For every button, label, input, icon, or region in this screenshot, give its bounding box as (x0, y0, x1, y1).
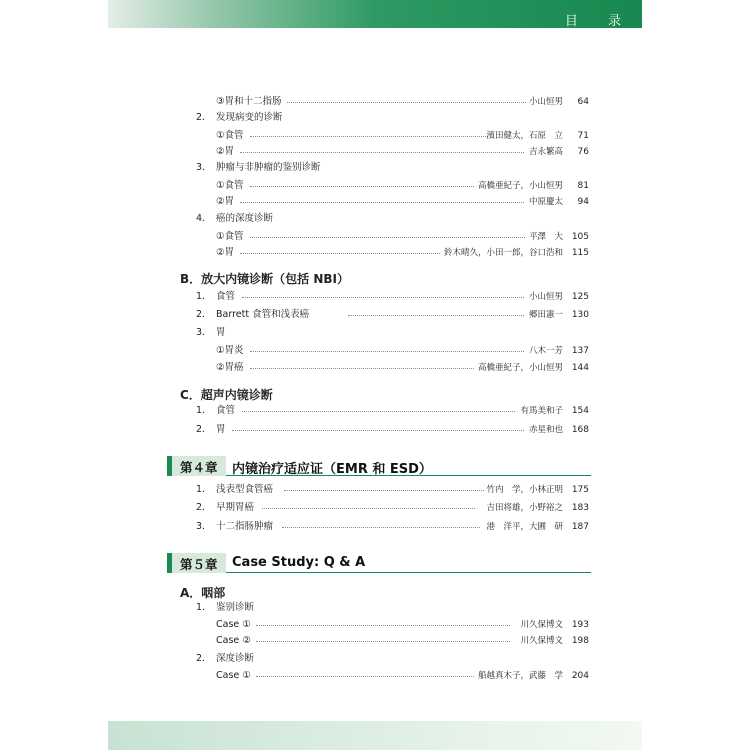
entry-label: 癌的深度诊断 (216, 213, 274, 224)
toc-entry[interactable] (0, 144, 750, 160)
entry-author: 港 洋平，大圃 研 (486, 522, 563, 532)
toc-entry[interactable] (0, 600, 750, 616)
leader-dots (256, 625, 510, 626)
entry-label: 浅表型食管癌 (216, 484, 274, 495)
entry-page: 154 (571, 406, 589, 416)
entry-label: ③胃和十二指肠 (216, 96, 282, 107)
toc-entry[interactable] (0, 94, 750, 110)
toc-entry[interactable] (0, 289, 750, 305)
entry-number: 2． (196, 112, 212, 123)
toc-entry[interactable] (0, 211, 750, 227)
entry-number: 1． (196, 291, 212, 302)
section-heading: B．放大内镜诊断（包括 NBI） (180, 272, 349, 286)
leader-dots (250, 351, 524, 352)
leader-dots (232, 430, 524, 431)
entry-number: 3． (196, 162, 212, 173)
entry-label: ②胃癌 (216, 362, 244, 373)
entry-number: 4． (196, 213, 212, 224)
leader-dots (348, 315, 524, 316)
toc-entry[interactable] (0, 110, 750, 126)
entry-page: 168 (571, 425, 589, 435)
entry-label: 鉴别诊断 (216, 602, 255, 613)
entry-label: 深度诊断 (216, 653, 255, 664)
toc-entry[interactable] (0, 422, 750, 438)
entry-author: 竹内 学，小林正明 (486, 485, 563, 495)
entry-page: 144 (571, 363, 589, 373)
entry-label: 食管 (216, 291, 236, 302)
entry-label: 发现病变的诊断 (216, 112, 283, 123)
entry-page: 94 (577, 197, 589, 207)
leader-dots (250, 186, 474, 187)
entry-number: 1． (196, 602, 212, 613)
entry-page: 115 (571, 248, 589, 258)
header-title: 目 录 (564, 14, 634, 29)
entry-page: 130 (571, 310, 589, 320)
chapter-tag-box (167, 456, 226, 476)
entry-page: 193 (571, 620, 589, 630)
entry-number: 1． (196, 405, 212, 416)
leader-dots (240, 152, 524, 153)
toc-entry[interactable] (0, 360, 750, 376)
leader-dots (250, 136, 488, 137)
entry-label: Barrett 食管和浅表癌 (216, 309, 310, 320)
leader-dots (256, 676, 474, 677)
toc-entry[interactable] (0, 519, 750, 535)
entry-label: Case ① (216, 619, 251, 630)
toc-entry[interactable] (0, 325, 750, 341)
chapter-number: 第５章 (180, 557, 218, 572)
toc-entry[interactable] (0, 500, 750, 516)
entry-label: ②胃 (216, 146, 235, 157)
footer-band (108, 721, 642, 750)
leader-dots (287, 102, 526, 103)
leader-dots (250, 237, 525, 238)
entry-label: ②胃 (216, 196, 235, 207)
chapter-heading (167, 456, 591, 476)
entry-page: 175 (571, 485, 589, 495)
leader-dots (256, 641, 510, 642)
entry-page: 64 (577, 97, 589, 107)
entry-author: 川久保博文 (520, 636, 563, 646)
entry-label: ①食管 (216, 130, 244, 141)
entry-page: 137 (571, 346, 589, 356)
leader-dots (242, 297, 524, 298)
toc-entry[interactable] (0, 343, 750, 359)
chapter-underline (226, 572, 591, 573)
entry-label: Case ① (216, 670, 251, 681)
toc-entry[interactable] (0, 482, 750, 498)
entry-page: 204 (571, 671, 589, 681)
toc-entry[interactable] (0, 229, 750, 245)
entry-author: 鈴木晴久，小田一郎，谷口浩和 (443, 248, 563, 258)
entry-label: ①食管 (216, 180, 244, 191)
leader-dots (282, 527, 480, 528)
entry-label: 胃 (216, 424, 226, 435)
entry-author: 平澤 大 (528, 232, 563, 242)
leader-dots (242, 411, 515, 412)
entry-author: 濱田健太，石原 立 (486, 131, 563, 141)
leader-dots (240, 253, 440, 254)
entry-author: 郷田憲一 (528, 310, 563, 320)
chapter-title: Case Study: Q & A (232, 555, 366, 570)
entry-number: 2． (196, 653, 212, 664)
entry-author: 有馬美和子 (520, 406, 563, 416)
entry-label: ②胃 (216, 247, 235, 258)
entry-page: 198 (571, 636, 589, 646)
entry-author: 高橋亜紀子，小山恒男 (477, 181, 563, 191)
chapter-tag-box (167, 553, 226, 573)
toc-entry[interactable] (0, 307, 750, 323)
entry-label: 早期胃癌 (216, 502, 255, 513)
entry-author: 中原慶太 (528, 197, 563, 207)
entry-number: 2． (196, 424, 212, 435)
toc-entry[interactable] (0, 194, 750, 210)
entry-author: 小山恒男 (528, 97, 563, 107)
chapter-title: 内镜治疗适应证（EMR 和 ESD） (232, 462, 432, 477)
chapter-heading (167, 553, 591, 573)
chapter-underline (226, 475, 591, 476)
entry-number: 2． (196, 309, 212, 320)
leader-dots (240, 202, 524, 203)
toc-entry[interactable] (0, 245, 750, 261)
entry-author: 川久保博文 (520, 620, 563, 630)
section-heading: C．超声内镜诊断 (180, 388, 273, 402)
toc-entry[interactable] (0, 651, 750, 667)
section-heading: A．咽部 (180, 586, 226, 600)
entry-page: 76 (577, 147, 589, 157)
entry-author: 赤星和也 (528, 425, 563, 435)
entry-page: 125 (571, 292, 589, 302)
entry-number: 2． (196, 502, 212, 513)
leader-dots (250, 368, 474, 369)
toc-entry[interactable] (0, 160, 750, 176)
entry-label: Case ② (216, 635, 251, 646)
entry-label: ①食管 (216, 231, 244, 242)
entry-number: 1． (196, 484, 212, 495)
entry-author: 船越真木子，武藤 学 (477, 671, 563, 681)
toc-entry[interactable] (0, 617, 750, 633)
entry-page: 71 (577, 131, 589, 141)
toc-entry[interactable] (0, 633, 750, 649)
entry-number: 3． (196, 521, 212, 532)
header-band (108, 0, 642, 28)
chapter-number: 第４章 (180, 460, 218, 475)
entry-author: 八木一芳 (528, 346, 563, 356)
entry-number: 3． (196, 327, 212, 338)
toc-entry[interactable] (0, 403, 750, 419)
entry-page: 187 (571, 522, 589, 532)
entry-label: 十二指肠肿瘤 (216, 521, 274, 532)
entry-label: 肿瘤与非肿瘤的鉴别诊断 (216, 162, 321, 173)
entry-author: 高橋亜紀子，小山恒男 (477, 363, 563, 373)
leader-dots (262, 508, 475, 509)
toc-entry[interactable] (0, 178, 750, 194)
toc-entry[interactable] (0, 128, 750, 144)
toc-entry[interactable] (0, 668, 750, 684)
entry-page: 105 (571, 232, 589, 242)
entry-label: 食管 (216, 405, 236, 416)
entry-author: 吉田将雄，小野裕之 (486, 503, 563, 513)
entry-author: 吉永繁高 (528, 147, 563, 157)
entry-label: 胃 (216, 327, 226, 338)
entry-author: 小山恒男 (528, 292, 563, 302)
entry-page: 81 (577, 181, 589, 191)
leader-dots (284, 490, 484, 491)
entry-label: ①胃炎 (216, 345, 244, 356)
entry-page: 183 (571, 503, 589, 513)
